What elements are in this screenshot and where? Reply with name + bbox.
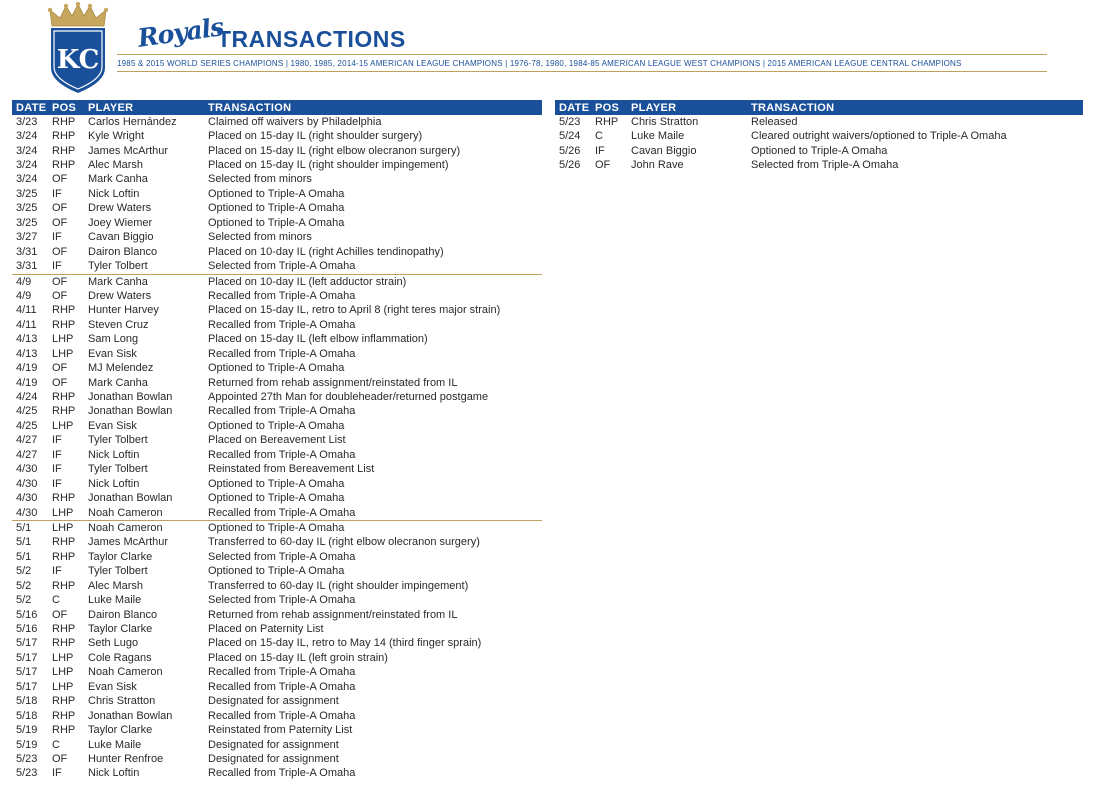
cell-transaction: Optioned to Triple-A Omaha <box>208 419 345 432</box>
cell-pos: OF <box>52 608 68 621</box>
champions-line: 1985 & 2015 WORLD SERIES CHAMPIONS | 1980, 1985, 2014-15 AMERICAN LEAGUE CHAMPIONS | 1976-78, 1980, 1984-85 AMERICAN LEAGUE WEST CHAMPIONS | 2015 AMERICAN LEAGUE CENTRAL CHAMPIONS <box>117 59 962 68</box>
table-row <box>12 521 542 536</box>
cell-transaction: Optioned to Triple-A Omaha <box>208 216 345 229</box>
cell-transaction: Designated for assignment <box>208 738 339 751</box>
cell-transaction: Placed on Paternity List <box>208 623 324 636</box>
table-row <box>12 289 542 303</box>
cell-date: 3/24 <box>16 130 38 143</box>
transactions-table-left <box>12 100 542 781</box>
cell-player: Nick Loftin <box>88 187 140 200</box>
cell-date: 4/30 <box>16 506 38 519</box>
cell-transaction: Recalled from Triple-A Omaha <box>208 318 356 331</box>
col-header-pos: POS <box>48 100 84 115</box>
cell-pos: OF <box>52 376 68 389</box>
table-row <box>12 129 542 143</box>
cell-date: 3/24 <box>16 144 38 157</box>
cell-transaction: Designated for assignment <box>208 695 339 708</box>
table-row <box>12 579 542 593</box>
cell-transaction: Claimed off waivers by Philadelphia <box>208 115 382 128</box>
table-row <box>12 723 542 737</box>
cell-date: 4/30 <box>16 463 38 476</box>
header-rule-top <box>117 54 1047 55</box>
cell-date: 4/30 <box>16 492 38 505</box>
table-row <box>12 304 542 318</box>
cell-pos: LHP <box>52 680 74 693</box>
table-row <box>12 666 542 680</box>
table-row <box>555 144 1083 158</box>
table-row <box>12 491 542 505</box>
table-row <box>12 405 542 419</box>
cell-date: 3/23 <box>16 115 38 128</box>
cell-pos: OF <box>52 216 68 229</box>
cell-date: 4/27 <box>16 434 38 447</box>
cell-transaction: Optioned to Triple-A Omaha <box>208 187 345 200</box>
cell-pos: RHP <box>52 492 76 505</box>
cell-transaction: Placed on 10-day IL (left adductor strain) <box>204 274 542 289</box>
cell-pos: OF <box>48 274 84 289</box>
cell-pos: RHP <box>52 695 76 708</box>
cell-date: 5/17 <box>16 666 38 679</box>
cell-player: Chris Stratton <box>88 695 156 708</box>
cell-player: Nick Loftin <box>88 767 140 780</box>
cell-transaction: Reinstated from Bereavement List <box>208 463 375 476</box>
table-row <box>12 651 542 665</box>
cell-pos: RHP <box>52 637 76 650</box>
cell-transaction: Placed on 15-day IL (right shoulder surgery) <box>208 130 423 143</box>
cell-date: 3/25 <box>16 216 38 229</box>
cell-transaction: Recalled from Triple-A Omaha <box>208 709 356 722</box>
cell-pos: RHP <box>52 536 76 549</box>
table-row <box>12 259 542 274</box>
table-row <box>12 347 542 361</box>
col-header-date: DATE <box>12 100 48 115</box>
cell-date: 4/13 <box>16 347 38 360</box>
kc-crown-logo <box>48 2 108 94</box>
table-row <box>12 173 542 187</box>
cell-transaction: Placed on 15-day IL (right shoulder impingement) <box>208 159 449 172</box>
cell-pos: RHP <box>595 115 619 128</box>
cell-player: Seth Lugo <box>88 637 139 650</box>
cell-date: 5/26 <box>559 159 581 172</box>
table-row <box>12 434 542 448</box>
cell-player: Luke Maile <box>88 738 142 751</box>
cell-transaction: Placed on 15-day IL (right elbow olecranon surgery) <box>208 144 461 157</box>
cell-transaction: Placed on 15-day IL (left elbow inflammation) <box>208 333 428 346</box>
cell-player: Cavan Biggio <box>88 231 154 244</box>
cell-transaction: Transferred to 60-day IL (right elbow olecranon surgery) <box>208 536 480 549</box>
cell-pos: IF <box>52 767 62 780</box>
cell-pos: RHP <box>52 623 76 636</box>
cell-player: John Rave <box>631 159 684 172</box>
cell-date: 5/2 <box>16 594 32 607</box>
cell-pos: LHP <box>52 666 74 679</box>
cell-player: Mark Canha <box>84 274 204 289</box>
cell-transaction: Optioned to Triple-A Omaha <box>751 144 888 157</box>
col-header-transaction: TRANSACTION <box>747 100 1083 115</box>
table-row <box>12 767 542 781</box>
cell-pos: RHP <box>52 304 76 317</box>
cell-pos: LHP <box>52 333 74 346</box>
table-row <box>12 709 542 723</box>
cell-player: Evan Sisk <box>88 419 137 432</box>
cell-date: 4/19 <box>16 376 38 389</box>
cell-transaction: Reinstated from Paternity List <box>208 724 353 737</box>
cell-pos: IF <box>52 231 62 244</box>
table-row <box>12 216 542 230</box>
cell-pos: RHP <box>52 579 76 592</box>
cell-date: 5/17 <box>16 651 38 664</box>
cell-transaction: Selected from minors <box>208 173 312 186</box>
cell-date: 4/25 <box>16 405 38 418</box>
table-row <box>12 608 542 622</box>
cell-pos: OF <box>52 362 68 375</box>
cell-date: 4/11 <box>16 318 37 331</box>
cell-transaction: Recalled from Triple-A Omaha <box>208 347 356 360</box>
cell-date: 4/11 <box>16 304 37 317</box>
cell-player: Jonathan Bowlan <box>88 391 173 404</box>
cell-pos: LHP <box>52 506 74 519</box>
table-row <box>12 144 542 158</box>
col-header-transaction: TRANSACTION <box>204 100 542 115</box>
cell-transaction: Optioned to Triple-A Omaha <box>208 477 345 490</box>
cell-transaction: Placed on 15-day IL, retro to May 14 (third finger sprain) <box>208 637 482 650</box>
cell-pos: RHP <box>52 405 76 418</box>
cell-date: 5/18 <box>16 695 38 708</box>
table-header-row <box>12 100 542 115</box>
cell-transaction: Recalled from Triple-A Omaha <box>208 680 356 693</box>
cell-player: Steven Cruz <box>88 318 149 331</box>
cell-player: Drew Waters <box>88 202 152 215</box>
cell-player: Nick Loftin <box>88 477 140 490</box>
cell-date: 3/25 <box>16 202 38 215</box>
cell-date: 5/16 <box>16 608 38 621</box>
cell-transaction: Recalled from Triple-A Omaha <box>208 767 356 780</box>
cell-transaction: Recalled from Triple-A Omaha <box>208 289 356 302</box>
cell-player: Cole Ragans <box>88 651 152 664</box>
cell-date: 5/23 <box>16 752 38 765</box>
cell-transaction: Transferred to 60-day IL (right shoulder impingement) <box>208 579 469 592</box>
cell-date: 5/23 <box>559 115 581 128</box>
cell-pos: RHP <box>52 550 76 563</box>
table-row <box>12 565 542 579</box>
transactions-table-right <box>555 100 1083 173</box>
cell-player: Luke Maile <box>88 594 142 607</box>
cell-transaction: Selected from Triple-A Omaha <box>208 260 356 273</box>
table-row <box>12 333 542 347</box>
table-row <box>12 390 542 404</box>
col-header-player: PLAYER <box>627 100 747 115</box>
cell-player: Hunter Renfroe <box>88 752 164 765</box>
cell-date: 4/27 <box>16 448 38 461</box>
cell-date: 5/26 <box>559 144 581 157</box>
cell-transaction: Appointed 27th Man for doubleheader/returned postgame <box>208 391 489 404</box>
table-row <box>12 318 542 332</box>
cell-transaction: Recalled from Triple-A Omaha <box>208 666 356 679</box>
col-header-pos: POS <box>591 100 627 115</box>
cell-date: 5/2 <box>16 565 32 578</box>
cell-date: 4/30 <box>16 477 38 490</box>
cell-transaction: Recalled from Triple-A Omaha <box>208 506 356 519</box>
table-row <box>12 274 542 289</box>
cell-player: James McArthur <box>88 144 169 157</box>
cell-pos: LHP <box>52 651 74 664</box>
table-row <box>555 129 1083 143</box>
table-row <box>12 738 542 752</box>
table-row <box>12 680 542 694</box>
cell-player: Taylor Clarke <box>88 550 153 563</box>
cell-date: 3/31 <box>16 260 38 273</box>
cell-date: 5/18 <box>16 709 38 722</box>
cell-player: Sam Long <box>88 333 139 346</box>
cell-transaction: Placed on 15-day IL (left groin strain) <box>208 651 388 664</box>
cell-player: Jonathan Bowlan <box>88 405 173 418</box>
cell-player: Joey Wiemer <box>88 216 153 229</box>
cell-player: Cavan Biggio <box>631 144 697 157</box>
cell-pos: IF <box>52 463 62 476</box>
cell-player: Dairon Blanco <box>88 245 158 258</box>
cell-date: 4/19 <box>16 362 38 375</box>
cell-pos: IF <box>595 144 605 157</box>
cell-player: Taylor Clarke <box>88 724 153 737</box>
cell-date: 5/17 <box>16 637 38 650</box>
cell-date: 3/24 <box>16 173 38 186</box>
page-title: TRANSACTIONS <box>217 26 406 52</box>
cell-player: Tyler Tolbert <box>88 434 148 447</box>
royals-wordmark: Royals <box>135 12 225 53</box>
cell-player: Mark Canha <box>88 376 148 389</box>
table-row <box>12 245 542 259</box>
table-row <box>555 158 1083 172</box>
table-row <box>12 419 542 433</box>
cell-pos: C <box>52 738 60 751</box>
cell-pos: RHP <box>52 724 76 737</box>
table-row <box>12 622 542 636</box>
cell-pos: RHP <box>52 115 76 128</box>
cell-pos: OF <box>52 289 68 302</box>
cell-player: Drew Waters <box>88 289 152 302</box>
crown-icon <box>48 2 108 26</box>
cell-player: Tyler Tolbert <box>88 260 148 273</box>
logo-monogram: KC <box>56 45 100 75</box>
cell-pos: C <box>52 594 60 607</box>
cell-player: Nick Loftin <box>88 448 140 461</box>
table-row <box>12 536 542 550</box>
cell-transaction: Optioned to Triple-A Omaha <box>208 202 345 215</box>
cell-date: 4/25 <box>16 419 38 432</box>
cell-transaction: Recalled from Triple-A Omaha <box>208 405 356 418</box>
table-row <box>12 448 542 462</box>
cell-date: 5/19 <box>16 738 38 751</box>
cell-player: Luke Maile <box>631 130 685 143</box>
cell-pos: LHP <box>52 347 74 360</box>
table-row <box>12 158 542 172</box>
cell-transaction: Returned from rehab assignment/reinstated from IL <box>208 608 458 621</box>
cell-player: Dairon Blanco <box>88 608 158 621</box>
table-row <box>12 752 542 766</box>
table-row <box>12 231 542 245</box>
table-row <box>12 477 542 491</box>
cell-date: 5/19 <box>16 724 38 737</box>
cell-pos: IF <box>52 187 62 200</box>
cell-player: Alec Marsh <box>88 579 144 592</box>
cell-date: 3/24 <box>16 159 38 172</box>
cell-date: 5/1 <box>16 550 32 563</box>
table-header-row <box>555 100 1083 115</box>
cell-player: Alec Marsh <box>88 159 144 172</box>
cell-pos: IF <box>52 448 62 461</box>
cell-date: 4/9 <box>16 289 32 302</box>
col-header-player: PLAYER <box>84 100 204 115</box>
cell-date: 5/17 <box>16 680 38 693</box>
cell-pos: OF <box>52 173 68 186</box>
cell-pos: C <box>595 130 603 143</box>
cell-date: 5/1 <box>16 536 32 549</box>
cell-pos: IF <box>52 434 62 447</box>
cell-player: Carlos Hernández <box>88 115 177 128</box>
cell-player: Jonathan Bowlan <box>88 492 173 505</box>
cell-date: 5/24 <box>559 130 581 143</box>
cell-player: Tyler Tolbert <box>88 463 148 476</box>
cell-player: Noah Cameron <box>88 506 163 519</box>
table-row <box>12 376 542 390</box>
col-header-date: DATE <box>555 100 591 115</box>
cell-date: 5/16 <box>16 623 38 636</box>
cell-pos: OF <box>52 245 68 258</box>
cell-transaction: Selected from Triple-A Omaha <box>208 594 356 607</box>
cell-date: 5/2 <box>16 579 32 592</box>
cell-pos: RHP <box>52 391 76 404</box>
cell-player: Evan Sisk <box>88 680 137 693</box>
cell-pos: IF <box>52 477 62 490</box>
cell-player: Jonathan Bowlan <box>88 709 173 722</box>
cell-player: Taylor Clarke <box>88 623 153 636</box>
cell-pos: IF <box>52 565 62 578</box>
cell-transaction: Placed on Bereavement List <box>208 434 346 447</box>
cell-player: Noah Cameron <box>84 521 204 536</box>
table-row <box>12 463 542 477</box>
cell-transaction: Designated for assignment <box>208 752 339 765</box>
cell-pos: OF <box>52 752 68 765</box>
cell-transaction: Optioned to Triple-A Omaha <box>208 565 345 578</box>
cell-date: 3/31 <box>16 245 38 258</box>
cell-pos: OF <box>52 202 68 215</box>
header-rule-bottom <box>117 71 1047 72</box>
cell-pos: RHP <box>52 709 76 722</box>
table-row <box>12 637 542 651</box>
cell-transaction: Optioned to Triple-A Omaha <box>204 521 542 536</box>
cell-player: MJ Melendez <box>88 362 154 375</box>
table-row <box>12 187 542 201</box>
cell-pos: RHP <box>52 144 76 157</box>
cell-pos: RHP <box>52 318 76 331</box>
table-row <box>555 115 1083 129</box>
cell-pos: IF <box>52 260 62 273</box>
cell-date: 4/24 <box>16 391 38 404</box>
cell-transaction: Recalled from Triple-A Omaha <box>208 448 356 461</box>
table-row <box>12 550 542 564</box>
cell-pos: RHP <box>52 159 76 172</box>
cell-date: 4/13 <box>16 333 38 346</box>
cell-transaction: Released <box>751 115 798 128</box>
cell-date: 4/9 <box>12 274 48 289</box>
cell-player: Noah Cameron <box>88 666 163 679</box>
table-row <box>12 115 542 129</box>
cell-player: Hunter Harvey <box>88 304 159 317</box>
cell-transaction: Cleared outright waivers/optioned to Triple-A Omaha <box>751 130 1007 143</box>
cell-transaction: Returned from rehab assignment/reinstated from IL <box>208 376 458 389</box>
cell-player: Evan Sisk <box>88 347 137 360</box>
cell-transaction: Optioned to Triple-A Omaha <box>208 492 345 505</box>
cell-transaction: Placed on 10-day IL (right Achilles tendinopathy) <box>208 245 444 258</box>
cell-pos: LHP <box>52 419 74 432</box>
cell-transaction: Selected from Triple-A Omaha <box>208 550 356 563</box>
cell-player: Tyler Tolbert <box>88 565 148 578</box>
cell-pos: OF <box>595 159 611 172</box>
cell-date: 5/1 <box>12 521 48 536</box>
cell-date: 3/27 <box>16 231 38 244</box>
cell-transaction: Selected from Triple-A Omaha <box>751 159 899 172</box>
table-row <box>12 695 542 709</box>
cell-player: Mark Canha <box>88 173 148 186</box>
table-row <box>12 361 542 375</box>
cell-transaction: Placed on 15-day IL, retro to April 8 (right teres major strain) <box>208 304 501 317</box>
table-row <box>12 506 542 521</box>
cell-pos: RHP <box>52 130 76 143</box>
cell-player: Chris Stratton <box>631 115 699 128</box>
cell-transaction: Optioned to Triple-A Omaha <box>208 362 345 375</box>
cell-transaction: Selected from minors <box>208 231 312 244</box>
cell-date: 5/23 <box>16 767 38 780</box>
cell-player: Kyle Wright <box>88 130 145 143</box>
table-row <box>12 593 542 607</box>
table-row <box>12 202 542 216</box>
cell-player: James McArthur <box>88 536 169 549</box>
cell-pos: LHP <box>48 521 84 536</box>
cell-date: 3/25 <box>16 187 38 200</box>
